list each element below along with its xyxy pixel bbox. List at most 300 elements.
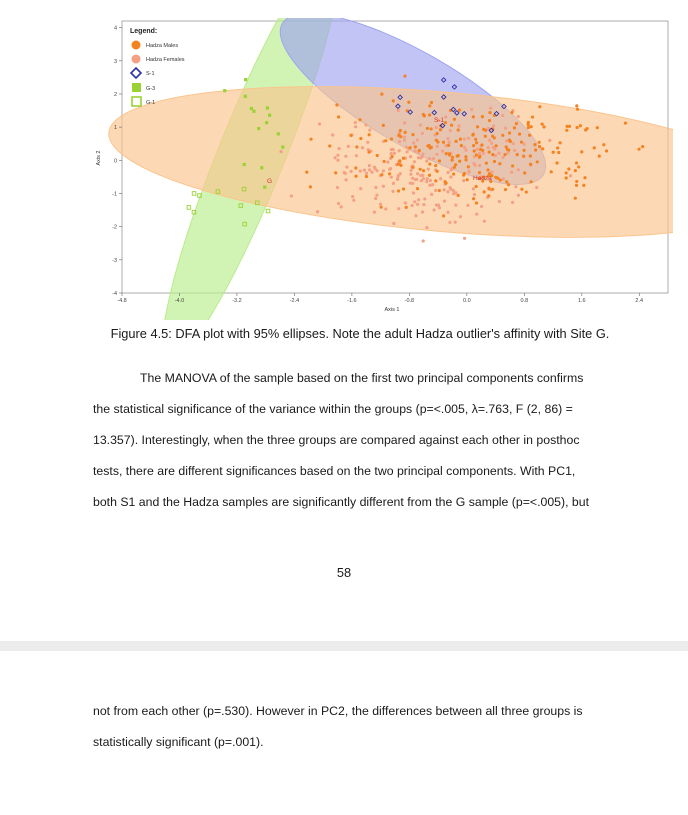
hadza-males-point — [498, 162, 501, 165]
hadza-males-point — [426, 127, 429, 130]
hadza-females-point — [403, 135, 406, 138]
hadza-females-point — [548, 139, 551, 142]
hadza-females-point — [449, 129, 452, 132]
hadza-males-point — [488, 150, 491, 153]
hadza-females-point — [336, 154, 339, 157]
legend-marker-g3 — [132, 83, 141, 92]
hadza-males-point — [598, 154, 601, 157]
hadza-females-point — [331, 133, 334, 136]
hadza-males-point — [464, 158, 467, 161]
hadza-females-point — [363, 169, 366, 172]
hadza-males-point — [450, 159, 453, 162]
hadza-females-point — [392, 222, 395, 225]
hadza-females-point — [347, 145, 350, 148]
hadza-females-point — [434, 189, 437, 192]
hadza-males-point — [359, 137, 362, 140]
hadza-males-point — [522, 149, 525, 152]
hadza-females-point — [397, 109, 400, 112]
hadza-males-point — [328, 144, 331, 147]
hadza-males-point — [520, 188, 523, 191]
text-line: 13.357). Interestingly, when the three groups are compared against each other in posthoc — [93, 433, 580, 447]
hadza-males-point — [458, 109, 461, 112]
hadza-females-point — [345, 165, 348, 168]
label-hadza: Hadza — [473, 175, 492, 182]
hadza-males-point — [422, 113, 425, 116]
hadza-females-point — [444, 115, 447, 118]
hadza-females-point — [501, 156, 504, 159]
hadza-males-point — [575, 104, 578, 107]
hadza-males-point — [454, 140, 457, 143]
y-axis-title: Axis 2 — [96, 150, 102, 166]
hadza-males-point — [411, 133, 414, 136]
g-3-point — [243, 163, 246, 166]
hadza-males-point — [579, 124, 582, 127]
hadza-males-point — [511, 164, 514, 167]
hadza-males-point — [442, 141, 445, 144]
page-59 — [0, 651, 688, 815]
g-3-point — [281, 145, 284, 148]
hadza-males-point — [447, 144, 450, 147]
hadza-females-point — [398, 149, 401, 152]
hadza-females-point — [511, 201, 514, 204]
hadza-males-point — [480, 143, 483, 146]
hadza-females-point — [482, 152, 485, 155]
legend-label-hadza-males: Hadza Males — [146, 43, 179, 49]
hadza-males-point — [557, 151, 560, 154]
hadza-males-point — [402, 187, 405, 190]
hadza-females-point — [361, 146, 364, 149]
hadza-males-point — [538, 141, 541, 144]
hadza-males-point — [399, 164, 402, 167]
legend-marker-hadza-females — [132, 55, 141, 64]
hadza-males-point — [474, 138, 477, 141]
y-tick-label: 3 — [113, 58, 117, 65]
hadza-females-point — [454, 221, 457, 224]
g-3-point — [257, 127, 260, 130]
hadza-females-point — [386, 161, 389, 164]
hadza-females-point — [448, 221, 451, 224]
hadza-females-point — [446, 211, 449, 214]
body-paragraph-continued — [93, 696, 665, 758]
label-g: G — [267, 178, 273, 185]
hadza-males-point — [602, 143, 605, 146]
hadza-males-point — [577, 165, 580, 168]
hadza-females-point — [463, 237, 466, 240]
hadza-females-point — [439, 177, 442, 180]
hadza-females-point — [382, 185, 385, 188]
hadza-females-point — [373, 211, 376, 214]
hadza-males-point — [565, 176, 568, 179]
hadza-males-point — [527, 126, 530, 129]
hadza-females-point — [352, 199, 355, 202]
hadza-females-point — [517, 168, 520, 171]
hadza-males-point — [436, 140, 439, 143]
hadza-females-point — [397, 207, 400, 210]
y-tick-label: 0 — [113, 158, 117, 165]
hadza-males-point — [397, 189, 400, 192]
x-tick-label: -1.6 — [347, 298, 357, 304]
hadza-females-point — [388, 168, 391, 171]
hadza-males-point — [422, 169, 425, 172]
hadza-males-point — [485, 162, 488, 165]
hadza-females-point — [413, 160, 416, 163]
hadza-females-point — [336, 186, 339, 189]
hadza-females-point — [433, 208, 436, 211]
hadza-females-point — [368, 164, 371, 167]
hadza-females-point — [404, 201, 407, 204]
hadza-females-point — [416, 172, 419, 175]
hadza-males-point — [527, 123, 530, 126]
hadza-females-point — [502, 177, 505, 180]
y-tick-label: 2 — [113, 91, 117, 98]
hadza-females-point — [463, 138, 466, 141]
hadza-females-point — [522, 142, 525, 145]
y-tick-label: -2 — [112, 224, 117, 231]
hadza-males-point — [525, 190, 528, 193]
hadza-females-point — [343, 171, 346, 174]
hadza-females-point — [398, 140, 401, 143]
hadza-females-point — [467, 170, 470, 173]
hadza-females-point — [428, 184, 431, 187]
hadza-females-point — [449, 168, 452, 171]
x-tick-label: -4.8 — [117, 298, 127, 304]
hadza-males-point — [471, 133, 474, 136]
hadza-males-point — [529, 163, 532, 166]
hadza-males-point — [486, 168, 489, 171]
hadza-males-point — [565, 129, 568, 132]
hadza-males-point — [565, 171, 568, 174]
hadza-females-point — [366, 141, 369, 144]
hadza-males-point — [380, 173, 383, 176]
hadza-females-point — [368, 128, 371, 131]
hadza-females-point — [446, 190, 449, 193]
hadza-males-point — [459, 137, 462, 140]
hadza-males-point — [584, 128, 587, 131]
hadza-females-point — [449, 188, 452, 191]
hadza-males-point — [430, 127, 433, 130]
hadza-males-point — [596, 126, 599, 129]
hadza-males-point — [476, 125, 479, 128]
text-line: the statistical significance of the variance within the groups (p=<.005, λ=.763, F (2, 86) = — [93, 402, 573, 416]
hadza-males-point — [565, 125, 568, 128]
hadza-males-point — [508, 139, 511, 142]
hadza-females-point — [447, 171, 450, 174]
hadza-males-point — [397, 133, 400, 136]
hadza-females-point — [429, 179, 432, 182]
hadza-males-point — [556, 146, 559, 149]
hadza-females-point — [517, 115, 520, 118]
hadza-males-point — [454, 163, 457, 166]
x-tick-label: -0.8 — [404, 298, 415, 304]
hadza-males-point — [337, 115, 340, 118]
hadza-males-point — [530, 125, 533, 128]
hadza-females-point — [504, 127, 507, 130]
hadza-females-point — [472, 187, 475, 190]
hadza-males-point — [305, 171, 308, 174]
hadza-males-point — [430, 101, 433, 104]
hadza-males-point — [388, 172, 391, 175]
hadza-females-point — [463, 146, 466, 149]
hadza-females-point — [449, 175, 452, 178]
hadza-males-point — [383, 160, 386, 163]
hadza-males-point — [439, 128, 442, 131]
hadza-females-point — [454, 203, 457, 206]
body-paragraph — [93, 363, 665, 518]
hadza-males-point — [478, 155, 481, 158]
hadza-males-point — [436, 132, 439, 135]
hadza-males-point — [583, 176, 586, 179]
text-line: not from each other (p=.530). However in PC2, the differences between all three groups is — [93, 704, 583, 718]
hadza-males-point — [349, 134, 352, 137]
hadza-males-point — [448, 153, 451, 156]
hadza-females-point — [414, 149, 417, 152]
text-line: both S1 and the Hadza samples are significantly different from the G sample (p=<.005), but — [93, 495, 590, 509]
hadza-females-point — [426, 177, 429, 180]
hadza-females-point — [492, 124, 495, 127]
hadza-females-point — [480, 205, 483, 208]
hadza-females-point — [411, 177, 414, 180]
g-3-point — [277, 132, 280, 135]
hadza-males-point — [428, 163, 431, 166]
hadza-males-point — [576, 126, 579, 129]
hadza-females-point — [569, 174, 572, 177]
legend-title: Legend: — [130, 28, 158, 35]
g-3-point — [266, 106, 269, 109]
hadza-females-point — [279, 150, 282, 153]
hadza-females-point — [416, 203, 419, 206]
hadza-females-point — [473, 193, 476, 196]
hadza-females-point — [368, 168, 371, 171]
hadza-females-point — [355, 154, 358, 157]
hadza-males-point — [467, 165, 470, 168]
hadza-females-point — [344, 178, 347, 181]
hadza-males-point — [445, 152, 448, 155]
hadza-males-point — [418, 149, 421, 152]
hadza-males-point — [472, 144, 475, 147]
hadza-males-point — [428, 174, 431, 177]
hadza-males-point — [472, 115, 475, 118]
hadza-females-point — [316, 210, 319, 213]
hadza-males-point — [491, 188, 494, 191]
hadza-males-point — [365, 175, 368, 178]
hadza-males-point — [466, 178, 469, 181]
hadza-females-point — [422, 203, 425, 206]
hadza-females-point — [443, 200, 446, 203]
hadza-males-point — [513, 126, 516, 129]
legend-label-s1: S-1 — [146, 71, 155, 77]
hadza-females-point — [483, 220, 486, 223]
g-3-point — [268, 114, 271, 117]
hadza-males-point — [491, 135, 494, 138]
hadza-males-point — [309, 185, 312, 188]
hadza-males-point — [508, 131, 511, 134]
hadza-males-point — [390, 155, 393, 158]
legend-label-g3: G-3 — [146, 86, 156, 92]
page-separator — [0, 641, 688, 651]
hadza-males-point — [641, 145, 644, 148]
hadza-females-point — [436, 145, 439, 148]
hadza-males-point — [487, 194, 490, 197]
hadza-females-point — [354, 125, 357, 128]
g-3-point — [244, 95, 247, 98]
hadza-females-point — [514, 185, 517, 188]
hadza-females-point — [466, 204, 469, 207]
hadza-females-point — [414, 214, 417, 217]
hadza-males-point — [574, 169, 577, 172]
text-line: The MANOVA of the sample based on the first two principal components confirms — [140, 371, 584, 385]
hadza-females-point — [370, 171, 373, 174]
x-tick-label: 2.4 — [635, 298, 644, 304]
hadza-females-point — [428, 157, 431, 160]
hadza-females-point — [396, 177, 399, 180]
hadza-males-point — [593, 146, 596, 149]
hadza-females-point — [512, 142, 515, 145]
hadza-males-point — [435, 170, 438, 173]
hadza-males-point — [478, 171, 481, 174]
hadza-males-point — [484, 135, 487, 138]
y-tick-label: 4 — [113, 25, 117, 32]
hadza-males-point — [515, 122, 518, 125]
hadza-females-point — [454, 191, 457, 194]
x-tick-label: -4.0 — [174, 298, 185, 304]
x-tick-label: 1.6 — [577, 298, 586, 304]
hadza-females-point — [478, 164, 481, 167]
hadza-males-point — [507, 183, 510, 186]
hadza-males-point — [419, 168, 422, 171]
y-tick-label: -4 — [112, 291, 117, 297]
hadza-males-point — [444, 121, 447, 124]
hadza-males-point — [376, 154, 379, 157]
hadza-females-point — [487, 146, 490, 149]
hadza-females-point — [476, 147, 479, 150]
hadza-males-point — [493, 160, 496, 163]
hadza-males-point — [403, 75, 406, 78]
hadza-females-point — [290, 194, 293, 197]
hadza-males-point — [516, 153, 519, 156]
hadza-females-point — [490, 142, 493, 145]
hadza-males-point — [567, 167, 570, 170]
hadza-males-point — [506, 148, 509, 151]
hadza-females-point — [427, 167, 430, 170]
hadza-males-point — [460, 144, 463, 147]
hadza-males-point — [475, 141, 478, 144]
hadza-males-point — [475, 201, 478, 204]
hadza-females-point — [410, 204, 413, 207]
y-tick-label: 1 — [113, 125, 117, 132]
hadza-males-point — [384, 139, 387, 142]
hadza-females-point — [338, 147, 341, 150]
hadza-males-point — [402, 157, 405, 160]
hadza-males-point — [416, 187, 419, 190]
hadza-males-point — [523, 171, 526, 174]
hadza-females-point — [413, 200, 416, 203]
hadza-males-point — [624, 121, 627, 124]
hadza-females-point — [446, 137, 449, 140]
hadza-females-point — [406, 150, 409, 153]
hadza-females-point — [416, 138, 419, 141]
hadza-females-point — [435, 126, 438, 129]
hadza-males-point — [558, 141, 561, 144]
hadza-males-point — [382, 124, 385, 127]
hadza-females-point — [354, 121, 357, 124]
hadza-females-point — [421, 132, 424, 135]
hadza-females-point — [403, 121, 406, 124]
hadza-males-point — [398, 159, 401, 162]
hadza-males-point — [367, 150, 370, 153]
hadza-females-point — [359, 187, 362, 190]
hadza-males-point — [538, 105, 541, 108]
hadza-males-point — [334, 171, 337, 174]
hadza-females-point — [423, 197, 426, 200]
x-tick-label: 0.0 — [463, 298, 471, 304]
hadza-females-point — [510, 171, 513, 174]
hadza-males-point — [450, 124, 453, 127]
x-tick-label: 0.8 — [520, 298, 529, 304]
hadza-males-point — [580, 150, 583, 153]
text-line: tests, there are different significances based on the two principal components. With PC1, — [93, 464, 576, 478]
hadza-females-point — [432, 157, 435, 160]
hadza-females-point — [464, 149, 467, 152]
y-tick-label: -1 — [112, 191, 117, 198]
hadza-males-point — [472, 197, 475, 200]
hadza-females-point — [441, 150, 444, 153]
hadza-males-point — [538, 145, 541, 148]
hadza-females-point — [393, 152, 396, 155]
hadza-females-point — [475, 213, 478, 216]
hadza-females-point — [506, 151, 509, 154]
hadza-females-point — [382, 169, 385, 172]
hadza-females-point — [334, 156, 337, 159]
hadza-females-point — [488, 139, 491, 142]
hadza-males-point — [354, 175, 357, 178]
hadza-males-point — [575, 184, 578, 187]
hadza-females-point — [384, 207, 387, 210]
hadza-females-point — [379, 203, 382, 206]
hadza-males-point — [407, 101, 410, 104]
hadza-females-point — [422, 239, 425, 242]
figure-caption: Figure 4.5: DFA plot with 95% ellipses. Note the adult Hadza outlier's affinity with Site G. — [110, 326, 610, 341]
hadza-males-point — [442, 214, 445, 217]
hadza-males-point — [529, 180, 532, 183]
hadza-females-point — [489, 107, 492, 110]
hadza-females-point — [359, 169, 362, 172]
hadza-males-point — [550, 170, 553, 173]
hadza-males-point — [473, 149, 476, 152]
label-s1: S-1 — [434, 117, 445, 124]
hadza-males-point — [518, 133, 521, 136]
hadza-females-point — [350, 170, 353, 173]
hadza-males-point — [531, 115, 534, 118]
hadza-males-point — [542, 125, 545, 128]
hadza-males-point — [434, 164, 437, 167]
hadza-males-point — [528, 134, 531, 137]
page-number: 58 — [336, 565, 352, 580]
g-3-point — [265, 121, 268, 124]
g-3-point — [263, 186, 266, 189]
hadza-females-point — [501, 114, 504, 117]
hadza-males-point — [483, 190, 486, 193]
hadza-females-point — [340, 205, 343, 208]
g-3-point — [244, 78, 247, 81]
hadza-males-point — [576, 108, 579, 111]
x-tick-label: -3.2 — [232, 298, 242, 304]
hadza-males-point — [605, 149, 608, 152]
hadza-males-point — [453, 118, 456, 121]
g-3-point — [223, 89, 226, 92]
hadza-females-point — [535, 186, 538, 189]
hadza-males-point — [380, 206, 383, 209]
hadza-males-point — [452, 172, 455, 175]
